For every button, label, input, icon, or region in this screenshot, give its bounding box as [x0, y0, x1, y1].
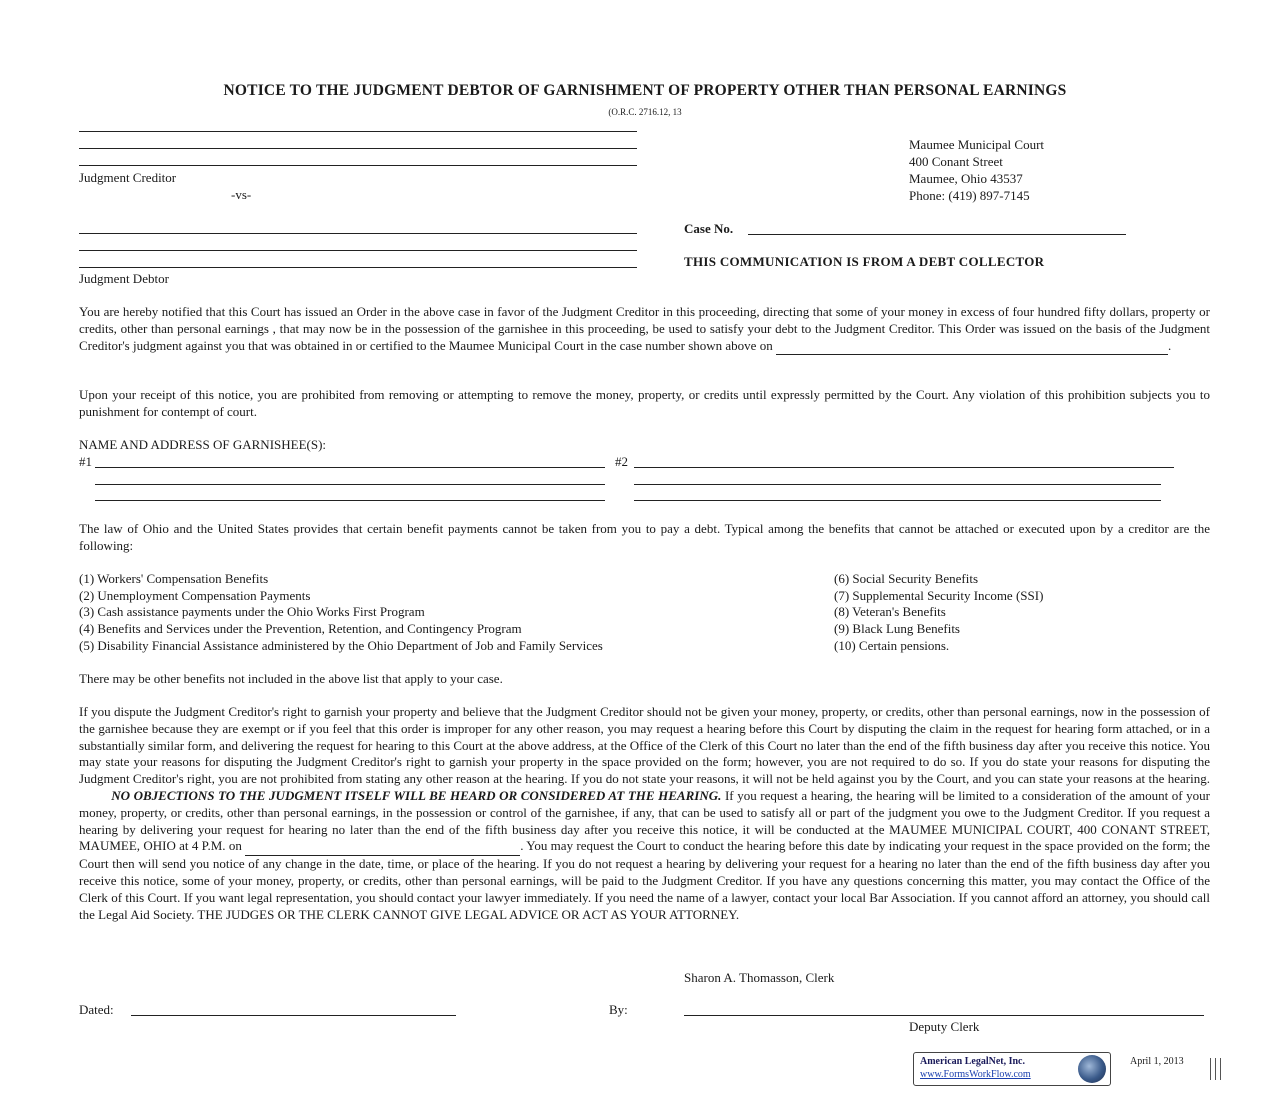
garnishee-2-label: #2: [615, 454, 628, 469]
benefits-intro-paragraph: The law of Ohio and the United States provides that certain benefit payments cannot be taken from you to pay a debt. Typical among the benefits that cannot be attached or executed upon by a creditor are the following:: [79, 521, 1210, 553]
benefit-item: (10) Certain pensions.: [834, 637, 950, 653]
garnishee-2-line-3[interactable]: [634, 500, 1161, 501]
benefits-list-right: [834, 571, 1043, 655]
by-label: By:: [609, 1002, 628, 1017]
judgment-creditor-label: Judgment Creditor: [79, 170, 177, 185]
garnishee-1-line-1[interactable]: [95, 467, 605, 468]
logo-website-link[interactable]: www.FormsWorkFlow.com: [920, 1069, 1031, 1080]
american-legalnet-logo[interactable]: [913, 1052, 1111, 1086]
court-name: Maumee Municipal Court: [909, 137, 1045, 152]
benefit-item: (6) Social Security Benefits: [834, 571, 979, 586]
benefit-item: (3) Cash assistance payments under the Ohio Works First Program: [79, 604, 425, 620]
dated-label: Dated:: [79, 1002, 114, 1017]
garnishee-1-line-2[interactable]: [95, 484, 605, 485]
garnishee-heading: NAME AND ADDRESS OF GARNISHEE(S):: [79, 437, 327, 452]
debtor-line-2[interactable]: [79, 250, 637, 251]
hearing-date-line[interactable]: [245, 838, 520, 856]
deputy-clerk-label: Deputy Clerk: [909, 1019, 980, 1034]
hearing-limits-text: If you request a hearing, the hearing will be limited to a consideration of the amount of your money, property, or credits, other than personal earnings, in the possession or control of the garnishee, if any, that can be used to satisfy all or part of the judgment you owe to the Judgment Creditor. If you request a hearing by delivering your request for hearing no later than the end of the fifth business day after you receive this notice, it will be conducted at the MAUMEE MUNICIPAL COURT, 400 CONANT STREET, MAUMEE, OHIO at 4 P.M. on: [79, 787, 1211, 854]
benefit-item: (8) Veteran's Benefits: [834, 604, 946, 620]
benefit-item: (5) Disability Financial Assistance administered by the Ohio Department of Job and Family Services: [79, 637, 603, 653]
hearing-rights-paragraph: [79, 704, 1210, 923]
form-revision-date: April 1, 2013: [1130, 1056, 1184, 1067]
benefit-item: (9) Black Lung Benefits: [834, 621, 960, 637]
debtor-line-3[interactable]: [79, 267, 637, 268]
judgment-debtor-label: Judgment Debtor: [79, 271, 169, 286]
signature-line[interactable]: [684, 1015, 1204, 1016]
prohibition-paragraph: Upon your receipt of this notice, you are prohibited from removing or attempting to remove the money, property, or credits until expressly permitted by the Court. Any violation of this prohibition subjects you to punishment for contempt of court.: [79, 387, 1210, 419]
no-objections-warning: NO OBJECTIONS TO THE JUDGMENT ITSELF WILL BE HEARD OR CONSIDERED AT THE HEARING.: [111, 787, 722, 803]
notice-paragraph: You are hereby notified that this Court has issued an Order in the above case in favor of the Judgment Creditor in this proceeding, directing that some of your money in excess of four hundred fifty dollars, property or credits, other than personal earnings , that may now be in the possession of the garnishee in this proceeding, be used to satisfy your debt to the Judgment Creditor. This Order was issued on the basis of the Judgment Creditor's judgment against you that was obtained in or certified to the Maumee Municipal Court in the case number shown above on .: [79, 304, 1210, 355]
benefit-item: (4) Benefits and Services under the Prevention, Retention, and Contingency Program: [79, 621, 522, 637]
creditor-line-2[interactable]: [79, 148, 637, 149]
hearing-rights-text: If you dispute the Judgment Creditor's right to garnish your property and believe that the Judgment Creditor should not be given your money, property, or credits, other than personal earnings, now in the possession of the garnishee because they are exempt or if you feel that this order is improper for any other reason, you may request a hearing before this Court by disputing the claim in the request for hearing form attached, or in a substantially similar form, and delivering the request for hearing to this Court at the above address, at the Office of the Clerk of this Court no later than the end of the fifth business day after you receive this notice. You may state your reasons for disputing the Judgment Creditor's right to garnish your property in the space provided on the form; however, you are not required to do so. If you do state your reasons for disputing the Judgment Creditor's right, you are not prohibited from stating any other reason at the hearing. If you do not state your reasons, it will not be held against you by the Court, and you can state your reasons at the hearing.: [79, 704, 1210, 787]
garnishee-1-line-3[interactable]: [95, 500, 605, 501]
court-phone: Phone: (419) 897-7145: [909, 188, 1030, 203]
court-street: 400 Conant Street: [909, 154, 1003, 169]
benefits-list-left: [79, 571, 603, 655]
clerk-name: Sharon A. Thomasson, Clerk: [684, 970, 835, 985]
benefit-item: (1) Workers' Compensation Benefits: [79, 571, 269, 586]
other-benefits-paragraph: There may be other benefits not included in the above list that apply to your case.: [79, 671, 503, 686]
globe-icon: [1078, 1055, 1106, 1083]
creditor-line-1[interactable]: [79, 131, 637, 132]
document-title: NOTICE TO THE JUDGMENT DEBTOR OF GARNISHMENT OF PROPERTY OTHER THAN PERSONAL EARNINGS: [223, 82, 1067, 99]
vs-label: -vs-: [231, 187, 252, 202]
debtor-line-1[interactable]: [79, 233, 637, 234]
hearing-instructions-text: . You may request the Court to conduct the hearing before this date by indicating your request in the space provided on the form; the Court then will send you notice of any change in the date, time, or place of the hearing. If you do not request a hearing by delivering your request for a hearing no later than the end of the fifth business day after you receive this notice, some of your money, property, or credits, other than personal earnings, will be paid to the Judgment Creditor. If you have any questions concerning this matter, you may contact the Office of the Clerk of this Court. If you want legal representation, you should contact your lawyer immediately. If you need the name of a lawyer, contact your local Bar Association. If you cannot afford an attorney, you should call the Legal Aid Society. THE JUDGES OR THE CLERK CANNOT GIVE LEGAL ADVICE OR ACT AS YOUR ATTORNEY.: [79, 838, 1211, 922]
court-address: [909, 136, 1044, 204]
garnishee-1-label: #1: [79, 454, 92, 469]
creditor-line-3[interactable]: [79, 165, 637, 166]
case-no-label: Case No.: [684, 221, 734, 236]
benefit-item: (7) Supplemental Security Income (SSI): [834, 587, 1044, 603]
statute-reference: (O.R.C. 2716.12, 13: [608, 107, 682, 117]
debt-collector-notice: THIS COMMUNICATION IS FROM A DEBT COLLECTOR: [684, 254, 1045, 269]
garnishee-2-line-1[interactable]: [634, 467, 1174, 468]
dated-line[interactable]: [131, 1015, 456, 1016]
notice-paragraph-text: You are hereby notified that this Court has issued an Order in the above case in favor of the Judgment Creditor in this proceeding, directing that some of your money in excess of four hundred fifty dollars, property or credits, other than personal earnings , that may now be in the possession of the garnishee in this proceeding, be used to satisfy your debt to the Judgment Creditor. This Order was issued on the basis of the Judgment Creditor's judgment against you that was obtained in or certified to the Maumee Municipal Court in the case number shown above on: [79, 304, 1210, 353]
garnishee-2-line-2[interactable]: [634, 484, 1161, 485]
logo-company-name: American LegalNet, Inc.: [920, 1056, 1025, 1067]
case-no-line[interactable]: [748, 234, 1126, 235]
benefit-item: (2) Unemployment Compensation Payments: [79, 587, 311, 603]
court-city: Maumee, Ohio 43537: [909, 171, 1023, 186]
barcode-icon: [1210, 1058, 1224, 1080]
judgment-date-line[interactable]: [776, 338, 1168, 356]
